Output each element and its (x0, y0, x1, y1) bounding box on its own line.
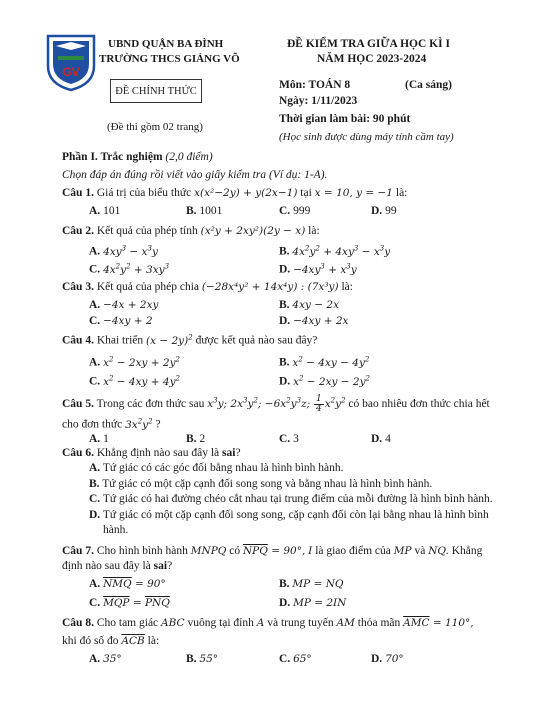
q5-option-a: A. 1 (89, 433, 109, 445)
question-1: Câu 1. Giá trị của biểu thức x(x²−2y) + y(2x−1) tại x = 10, y = −1 là: (62, 187, 408, 199)
q1-expression: x(x²−2y) + y(2x−1) (194, 187, 298, 199)
q6-option-a: A. Tứ giác có các góc đối bằng nhau là hình bình hành. (89, 462, 344, 474)
part1-heading: Phần I. Trắc nghiệm (2,0 điểm) (62, 151, 213, 163)
q8-option-c: C. 65° (279, 653, 312, 665)
q7-option-d: D. MP = 2IN (279, 597, 347, 609)
q7-angle: $\overline{NPQ} = 90^\circ$, (242, 545, 306, 557)
q4-expression: $(x - 2y)^2$ (146, 333, 193, 347)
question-2: Câu 2. Kết quả của phép tính (x²y + 2xy²)(2y − x) là: (62, 225, 320, 237)
q8-option-b: B. 55° (186, 653, 219, 665)
q4-option-a: A. $x^2 - 2xy + 2y^2$ (89, 355, 181, 369)
question-8: Câu 8. Cho tam giác ABC vuông tại đỉnh A và trung tuyến AM thỏa mãn $\overline{AMC} = 110^\circ$, (62, 617, 474, 629)
q3-option-c: C. −4xy + 2 (89, 315, 153, 327)
q8-angle: $\overline{AMC} = 110^\circ$, (403, 617, 474, 629)
q6-option-b: B. Tứ giác có một cặp cạnh đối song song và bằng nhau là hình bình hành. (89, 478, 433, 490)
q3-option-d: D. −4xy + 2x (279, 315, 349, 327)
q8-option-a: A. 35° (89, 653, 122, 665)
exam-date: Ngày: 1/11/2023 (279, 95, 358, 107)
q8-option-d: D. 70° (371, 653, 404, 665)
q5-option-d: D. 4 (371, 433, 391, 445)
q2-option-c: C. $4x^2y^2 + 3xy^3$ (89, 262, 170, 276)
school-name: TRƯỜNG THCS GIẢNG VÕ (99, 53, 240, 65)
question-8-line2: khi đó số đo $\overline{ACB}$ là: (62, 635, 160, 647)
school-year: NĂM HỌC 2023-2024 (317, 53, 427, 65)
exam-duration: Thời gian làm bài: 90 phút (279, 113, 411, 125)
q5-fraction: $\frac{1}{4}$ (316, 394, 322, 414)
q1-option-b: B. 1001 (186, 205, 223, 217)
q2-option-a: A. $4xy^3 - x^3y$ (89, 244, 158, 258)
authority-name: UBND QUẬN BA ĐÌNH (108, 38, 224, 50)
q1-option-c: C. 999 (279, 205, 311, 217)
svg-text:GV: GV (62, 65, 80, 79)
q2-option-d: D. $-4xy^3 + x^3y$ (279, 262, 357, 276)
question-7: Câu 7. Cho hình bình hành MNPQ có $\overline{NPQ} = 90^\circ$, I là giao điểm của MP và NQ. Khẳng (62, 545, 483, 557)
q5-option-b: B. 2 (186, 433, 206, 445)
q4-option-d: D. $x^2 - 2xy - 2y^2$ (279, 374, 371, 388)
q7-option-a: A. $\overline{NMQ} = 90^\circ$ (89, 578, 166, 590)
question-6: Câu 6. Khẳng định nào sau đây là sai? (62, 447, 241, 459)
question-5: Câu 5. Trong các đơn thức sau $x^3y$; $2x^3y^2$; $-6x^2y^3z$; $\frac{1}{4}$ $x^2y^2$ có bao nhiêu đơn thức chia hết (62, 394, 490, 414)
q2-expression: (x²y + 2xy²)(2y − x) (200, 225, 306, 237)
school-logo-icon (44, 32, 98, 92)
q1-option-a: A. 101 (89, 205, 121, 217)
q7-option-b: B. MP = NQ (279, 578, 344, 590)
q6-option-c: C. Tứ giác có hai đường chéo cắt nhau tại trung điểm của mỗi đường là hình bình hành. (89, 493, 493, 505)
q5-divisor: $3x^2y^2$ (125, 417, 153, 431)
q6-option-d-cont: hành. (103, 524, 129, 536)
q4-option-c: C. $x^2 - 4xy + 4y^2$ (89, 374, 181, 388)
calculator-note: (Học sinh được dùng máy tính cầm tay) (279, 131, 454, 143)
q3-option-a: A. −4x + 2xy (89, 299, 159, 311)
official-label: ĐỀ CHÍNH THỨC (110, 79, 202, 103)
q1-condition: x = 10, y = −1 (314, 187, 393, 199)
q5-option-c: C. 3 (279, 433, 299, 445)
q6-option-d: D. Tứ giác có một cặp cạnh đối song song, cặp cạnh đối còn lại bằng nhau là hình bình (89, 509, 489, 521)
question-4: Câu 4. Khai triển $(x - 2y)^2$ được kết quả nào sau đây? (62, 333, 318, 347)
q1-option-d: D. 99 (371, 205, 397, 217)
exam-title: ĐỀ KIỂM TRA GIỮA HỌC KÌ I (287, 38, 450, 50)
q5-monomials: $x^3y$; $2x^3y^2$; $-6x^2y^3z$; (207, 396, 311, 411)
q3-expression: (−28x⁴y² + 14x⁴y) : (7x³y) (201, 281, 339, 293)
question-7-line2: định nào sau đây là sai? (62, 560, 173, 572)
subject: Môn: TOÁN 8 (279, 79, 351, 91)
part1-instruction: Chọn đáp án đúng rồi viết vào giấy kiểm tra (Ví dụ: 1-A). (62, 169, 328, 181)
pages-note: (Đề thi gồm 02 trang) (107, 121, 203, 133)
question-3: Câu 3. Kết quả của phép chia (−28x⁴y² + 14x⁴y) : (7x³y) là: (62, 281, 353, 293)
q4-option-b: B. $x^2 - 4xy - 4y^2$ (279, 355, 370, 369)
question-5-line2: cho đơn thức $3x^2y^2$ ? (62, 417, 161, 431)
q3-option-b: B. 4xy − 2x (279, 299, 340, 311)
q7-option-c: C. $\overline{MQP} = \overline{PNQ}$ (89, 597, 170, 609)
q2-option-b: B. $4x^2y^2 + 4xy^3 - x^3y$ (279, 244, 391, 258)
shift: (Ca sáng) (405, 79, 452, 91)
